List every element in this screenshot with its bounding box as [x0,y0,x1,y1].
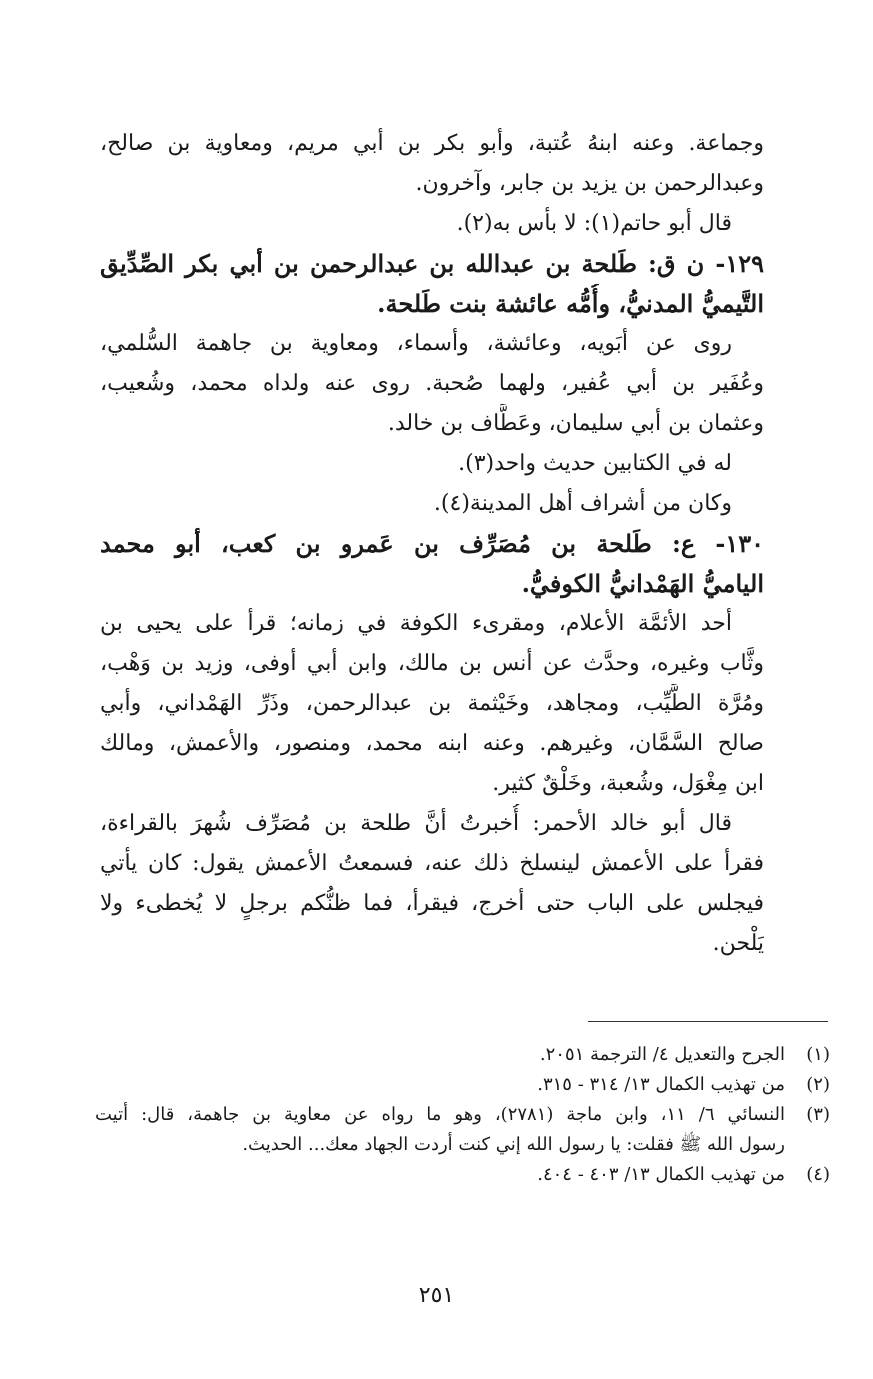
text-line: ابن مِغْوَل، وشُعبة، وخَلْقٌ كثير. [492,771,764,796]
text-line: الياميُّ الهَمْدانيُّ الكوفيُّ. [521,569,764,598]
footnote-mark: (٣) [806,1104,830,1125]
text-line: له في الكتابين حديث واحد(٣). [458,451,732,476]
footnote [95,1040,830,1070]
text-line: وثَّاب وغيره، وحدَّث عن أنس بن مالك، وابن أبي أوفى، وزيد بن وَهْب، [100,651,764,676]
paragraph [100,484,764,524]
footnotes [95,1040,830,1190]
footnote-mark: (١) [806,1044,830,1065]
footnote-text [95,1070,785,1100]
text-line: وعثمان بن أبي سليمان، وعَطَّاف بن خالد. [387,411,764,436]
paragraph [100,444,764,484]
text-line: وعُفَير بن أبي عُفير، ولهما صُحبة. روى عنه ولداه محمد، وشُعيب، [100,371,764,396]
footnote-text [95,1100,785,1160]
text-line: ومُرَّة الطَّيِّب، ومجاهد، وخَيْثمة بن عبدالرحمن، وذَرِّ الهَمْداني، وأبي [100,691,764,716]
main-text [100,124,764,964]
text-line: وكان من أشراف أهل المدينة(٤). [433,491,732,516]
text-line: ١٢٩- ن ق: طَلحة بن عبدالله بن عبدالرحمن بن أبي بكر الصِّدِّيق [100,249,764,278]
page-number: ٢٥١ [418,1283,455,1308]
footnote-mark: (٤) [806,1164,830,1185]
footnote-line: الجرح والتعديل ٤/ الترجمة ٢٠٥١. [539,1044,785,1065]
footnote-line: من تهذيب الكمال ١٣/ ٣١٤ - ٣١٥. [537,1074,785,1095]
footnote-text [95,1040,785,1070]
paragraph [100,804,764,964]
text-line: قال أبو خالد الأحمر: أُخبرتُ أنَّ طلحة بن مُصَرِّف شُهرَ بالقراءة، [100,811,732,836]
paragraph [100,324,764,444]
text-line: ١٣٠- ع: طَلحة بن مُصَرِّف بن عَمرو بن كعب، أبو محمد [100,529,764,558]
text-line: صالح السَّمَّان، وغيرهم. وعنه ابنه محمد، ومنصور، والأعمش، ومالك [100,731,764,756]
text-line: أحد الأئمَّة الأعلام، ومقرىء الكوفة في زمانه؛ قرأ على يحيى بن [100,611,732,636]
text-line: فيجلس على الباب حتى أخرج، فيقرأ، فما ظنُّكم برجلٍ لا يُخطىء ولا [100,891,764,916]
text-line: وجماعة. وعنه ابنهُ عُتبة، وأبو بكر بن أبي مريم، ومعاوية بن صالح، [100,131,764,156]
text-line: وعبدالرحمن بن يزيد بن جابر، وآخرون. [415,171,764,196]
text-line: التَّيميُّ المدنيُّ، وأُمُّه عائشة بنت طَلحة. [377,289,764,318]
footnote-line: رسول الله ﷺ فقلت: يا رسول الله إني كنت أردت الجهاد معك... الحديث. [242,1134,785,1155]
text-line: روى عن أبَويه، وعائشة، وأسماء، ومعاوية بن جاهمة السُّلمي، [100,331,732,356]
text-line: فقرأ على الأعمش لينسلخ ذلك عنه، فسمعتُ الأعمش يقول: كان يأتي [100,851,764,876]
paragraph [100,604,764,804]
paragraph [100,124,764,204]
text-line: يَلْحن. [712,931,764,956]
footnote [95,1070,830,1100]
footnote-line: النسائي ٦/ ١١، وابن ماجة (٢٧٨١)، وهو ما رواه عن معاوية بن جاهمة، قال: أتيت [95,1104,785,1125]
footnote-mark: (٢) [806,1074,830,1095]
footnote [95,1160,830,1190]
entry-heading [100,524,764,604]
footnote-text [95,1160,785,1190]
footnote [95,1100,830,1160]
footnote-line: من تهذيب الكمال ١٣/ ٤٠٣ - ٤٠٤. [537,1164,785,1185]
text-line: قال أبو حاتم(١): لا بأس به(٢). [456,211,732,236]
paragraph [100,204,764,244]
entry-heading [100,244,764,324]
footnote-separator [588,1021,828,1022]
